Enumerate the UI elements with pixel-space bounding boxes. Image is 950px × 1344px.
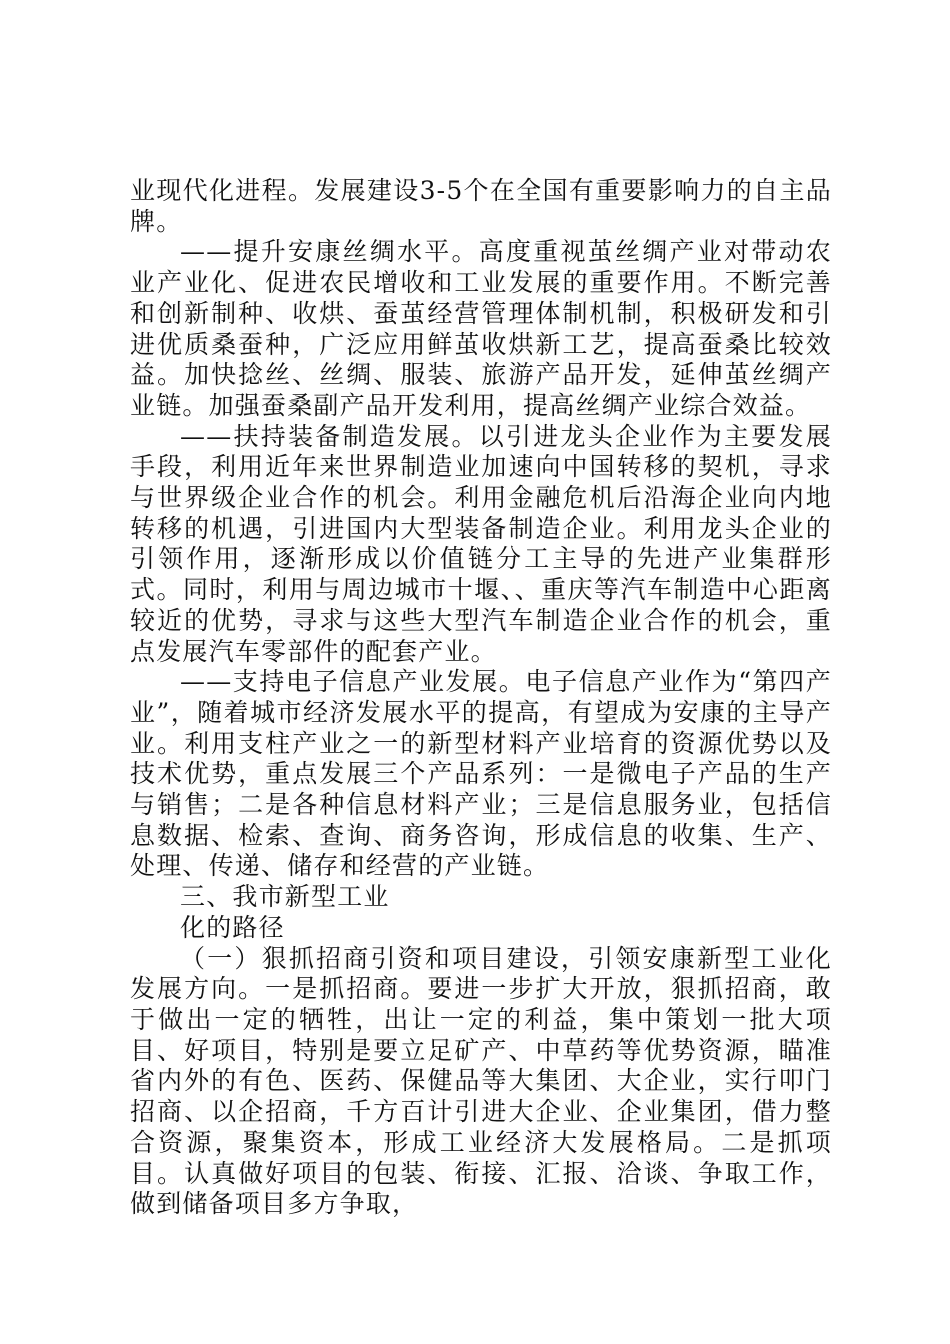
section-heading-line-1: 三、我市新型工业	[180, 882, 390, 912]
paragraph-brand-building: 业现代化进程。发展建设3-5个在全国有重要影响力的自主品牌。	[130, 176, 832, 236]
paragraph-equipment-manufacturing: ——扶持装备制造发展。以引进龙头企业作为主要发展手段，利用近年来世界制造业加速向中国转移的契机，寻求与世界级企业合作的机会。利用金融危机后沿海企业向内地转移的机遇，引进国内大型装备制造企业。利用龙头企业的引领作用，逐渐形成以价值链分工主导的先进产业集群形式。同时，利用与周边城市十堰、、重庆等汽车制造中心距离较近的优势，寻求与这些大型汽车制造企业合作的机会，重点发展汽车零部件的配套产业。	[130, 421, 832, 666]
paragraph-silk-industry: ——提升安康丝绸水平。高度重视茧丝绸产业对带动农业产业化、促进农民增收和工业发展的重要作用。不断完善和创新制种、收烘、蚕茧经营管理体制机制，积极研发和引进优质桑蚕种，广泛应用鲜茧收烘新工艺，提高蚕桑比较效益。加快捻丝、丝绸、服装、旅游产品开发，延伸茧丝绸产业链。加强蚕桑副产品开发利用，提高丝绸产业综合效益。	[130, 237, 832, 420]
paragraph-investment-projects: （一）狠抓招商引资和项目建设，引领安康新型工业化发展方向。一是抓招商。要进一步扩大开放，狠抓招商，敢于做出一定的牺牲，出让一定的利益，集中策划一批大项目、好项目，特别是要立足矿产、中草药等优势资源，瞄准省内外的有色、医药、保健品等大集团、大企业，实行叩门招商、以企招商，千方百计引进大企业、企业集团，借力整合资源，聚集资本，形成工业经济大发展格局。二是抓项目。认真做好项目的包装、衔接、汇报、洽谈、争取工作，做到储备项目多方争取，	[130, 943, 832, 1219]
document-page	[130, 176, 832, 1220]
section-heading-line-2: 化的路径	[180, 912, 285, 942]
paragraph-electronic-information: ——支持电子信息产业发展。电子信息产业作为“第四产业”，随着城市经济发展水平的提高，有望成为安康的主导产业。利用支柱产业之一的新型材料产业培育的资源优势以及技术优势，重点发展三个产品系列：一是微电子产品的生产与销售；二是各种信息材料产业；三是信息服务业，包括信息数据、检索、查询、商务咨询，形成信息的收集、生产、处理、传递、储存和经营的产业链。	[130, 667, 832, 881]
